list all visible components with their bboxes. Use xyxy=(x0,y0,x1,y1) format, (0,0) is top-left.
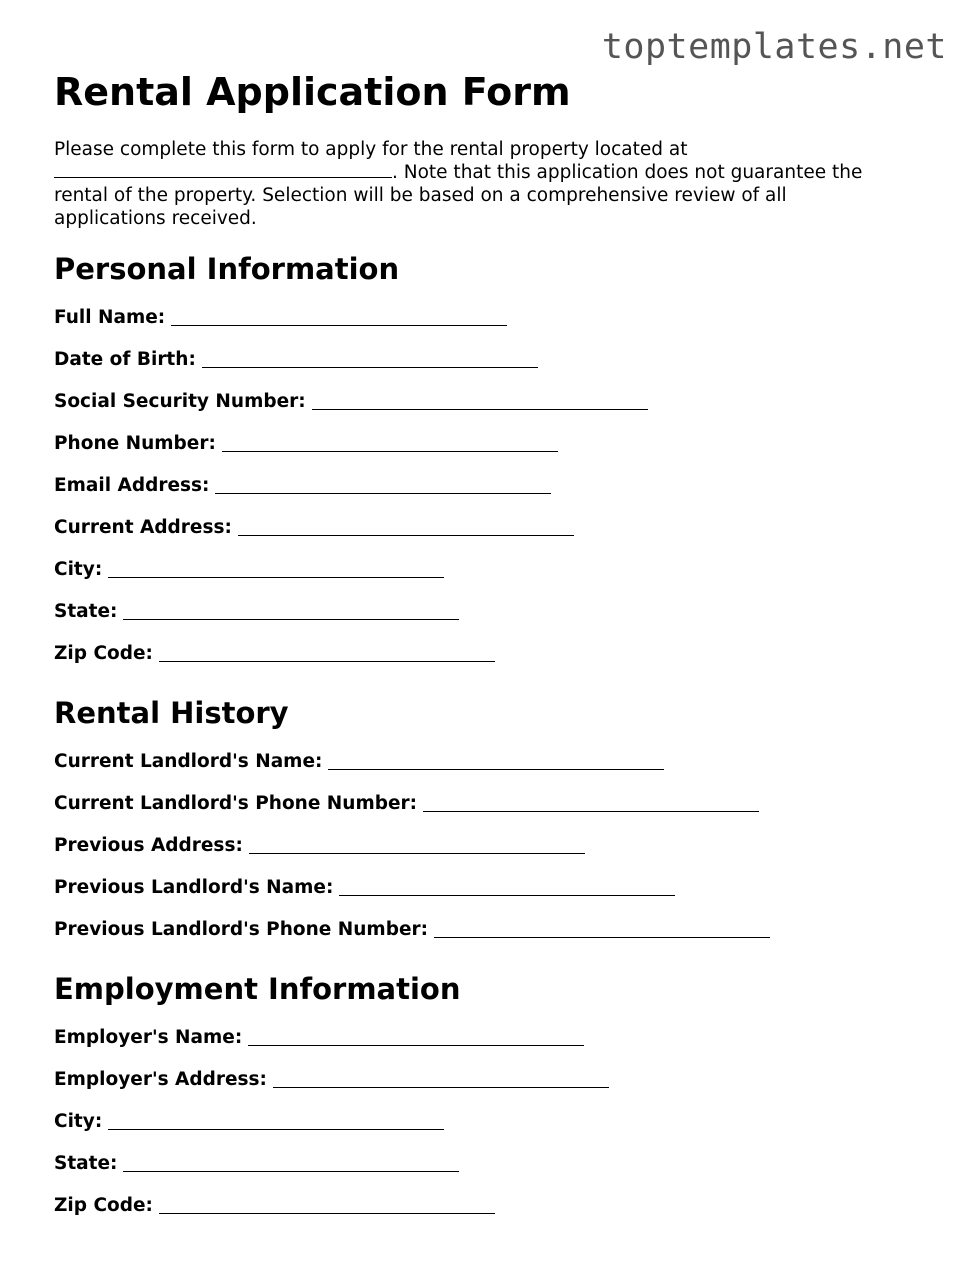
field-label: City: xyxy=(54,1111,103,1132)
current-landlord-phone-blank[interactable] xyxy=(423,793,759,812)
employer-state-blank[interactable] xyxy=(123,1153,459,1172)
field-label: Current Landlord's Name: xyxy=(54,751,323,772)
field-full-name xyxy=(54,302,934,330)
field-previous-address xyxy=(54,816,934,858)
personal-information-fields xyxy=(54,302,934,666)
field-label: Previous Landlord's Phone Number: xyxy=(54,919,429,940)
zip-code-blank[interactable] xyxy=(159,643,495,662)
employer-name-blank[interactable] xyxy=(248,1027,584,1046)
field-label: State: xyxy=(54,601,118,622)
ssn-blank[interactable] xyxy=(312,391,648,410)
field-label: Employer's Address: xyxy=(54,1069,267,1090)
field-label: Current Landlord's Phone Number: xyxy=(54,793,418,814)
field-employer-address xyxy=(54,1050,934,1092)
employment-information-fields xyxy=(54,1022,934,1218)
date-of-birth-blank[interactable] xyxy=(202,349,538,368)
field-label: Social Security Number: xyxy=(54,391,306,412)
email-address-blank[interactable] xyxy=(215,475,551,494)
field-email-address xyxy=(54,456,934,498)
field-label: Current Address: xyxy=(54,517,232,538)
field-date-of-birth xyxy=(54,330,934,372)
intro-paragraph xyxy=(54,138,894,230)
field-current-landlord-name xyxy=(54,746,934,774)
form-document xyxy=(54,70,934,1218)
property-address-blank[interactable] xyxy=(54,161,392,178)
city-blank[interactable] xyxy=(108,559,444,578)
current-address-blank[interactable] xyxy=(238,517,574,536)
employer-city-blank[interactable] xyxy=(108,1111,444,1130)
field-employer-name xyxy=(54,1022,934,1050)
field-label: Date of Birth: xyxy=(54,349,196,370)
field-label: State: xyxy=(54,1153,118,1174)
field-state xyxy=(54,582,934,624)
field-previous-landlord-phone xyxy=(54,900,934,942)
rental-history-heading: Rental History xyxy=(54,696,289,730)
field-label: Employer's Name: xyxy=(54,1027,243,1048)
field-label: Phone Number: xyxy=(54,433,216,454)
field-phone-number xyxy=(54,414,934,456)
field-zip-code xyxy=(54,624,934,666)
field-label: Previous Address: xyxy=(54,835,243,856)
previous-address-blank[interactable] xyxy=(249,835,585,854)
field-ssn xyxy=(54,372,934,414)
field-employer-state xyxy=(54,1134,934,1176)
watermark: toptemplates.net xyxy=(601,27,947,67)
field-employer-zip-code xyxy=(54,1176,934,1218)
field-label: Full Name: xyxy=(54,307,166,328)
field-label: City: xyxy=(54,559,103,580)
field-label: Previous Landlord's Name: xyxy=(54,877,334,898)
personal-information-heading: Personal Information xyxy=(54,252,400,286)
phone-number-blank[interactable] xyxy=(222,433,558,452)
current-landlord-name-blank[interactable] xyxy=(328,751,664,770)
field-current-landlord-phone xyxy=(54,774,934,816)
field-employer-city xyxy=(54,1092,934,1134)
intro-text-end: . Note that this application does not guarantee the rental of the property. Selection will be based on a comprehensive review of all applications received. xyxy=(54,162,863,229)
field-city xyxy=(54,540,934,582)
rental-history-fields xyxy=(54,746,934,942)
field-previous-landlord-name xyxy=(54,858,934,900)
state-blank[interactable] xyxy=(123,601,459,620)
employer-zip-code-blank[interactable] xyxy=(159,1195,495,1214)
employer-address-blank[interactable] xyxy=(273,1069,609,1088)
full-name-blank[interactable] xyxy=(171,307,507,326)
field-label: Zip Code: xyxy=(54,1195,153,1216)
previous-landlord-phone-blank[interactable] xyxy=(434,919,770,938)
field-current-address xyxy=(54,498,934,540)
employment-information-heading: Employment Information xyxy=(54,972,461,1006)
field-label: Zip Code: xyxy=(54,643,153,664)
field-label: Email Address: xyxy=(54,475,210,496)
previous-landlord-name-blank[interactable] xyxy=(339,877,675,896)
intro-text-start: Please complete this form to apply for the rental property located at xyxy=(54,139,688,160)
page-title: Rental Application Form xyxy=(54,70,571,114)
